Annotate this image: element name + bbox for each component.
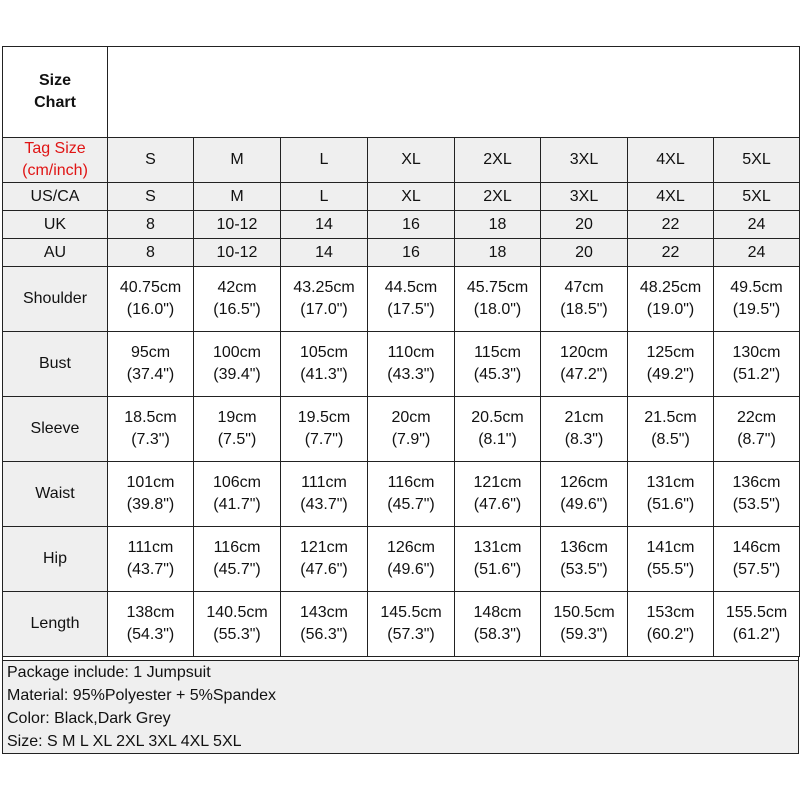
measurement-cm: 136cm (559, 539, 609, 556)
measurement-cm: 19.5cm (297, 409, 351, 426)
measurement-cell (368, 527, 455, 592)
measurement-cell (281, 462, 368, 527)
measurement-cell (714, 592, 800, 657)
region-cell: 22 (628, 239, 714, 267)
measurement-cell (281, 332, 368, 397)
measurement-cm: 120cm (559, 344, 609, 361)
measurement-cm: 116cm (213, 539, 261, 556)
tag-size-cell: M (194, 138, 281, 183)
measurement-cell (714, 332, 800, 397)
measurement-inch: (45.7") (213, 561, 261, 578)
region-cell: 22 (628, 211, 714, 239)
measurement-cell (108, 592, 194, 657)
measurement-inch: (51.6") (473, 561, 522, 578)
measurement-cell (281, 527, 368, 592)
measurement-cm: 106cm (212, 474, 262, 491)
measurement-inch: (56.3") (300, 626, 348, 643)
measurement-cell (194, 592, 281, 657)
measurement-row (3, 332, 800, 397)
region-label: UK (3, 211, 108, 239)
measurement-inch: (8.5") (651, 431, 690, 448)
measurement-inch: (43.3") (387, 366, 435, 383)
measurement-cm: 125cm (646, 344, 695, 361)
measurement-cm: 131cm (473, 539, 522, 556)
measurement-cell (541, 462, 628, 527)
measurement-cell (541, 332, 628, 397)
product-info-footer (2, 660, 799, 754)
measurement-cell (108, 527, 194, 592)
measurement-cm: 140.5cm (206, 604, 268, 621)
measurement-cell (281, 267, 368, 332)
measurement-cm: 111cm (301, 474, 347, 491)
tag-size-row (3, 138, 800, 183)
measurement-cell (541, 592, 628, 657)
measurement-inch: (54.3") (126, 626, 175, 643)
measurement-inch: (47.6") (300, 561, 348, 578)
measurement-cell (108, 462, 194, 527)
measurement-cell (628, 332, 714, 397)
measurement-cm: 111cm (127, 539, 174, 556)
measurement-cm: 49.5cm (730, 279, 783, 296)
measurement-cell (194, 527, 281, 592)
measurement-cm: 48.25cm (639, 279, 702, 296)
measurement-row (3, 267, 800, 332)
tag-size-label-line-1: Tag Size (24, 140, 86, 157)
tag-size-cell: L (281, 138, 368, 183)
measurement-inch: (51.6") (646, 496, 695, 513)
measurement-inch: (39.4") (213, 366, 261, 383)
region-label: US/CA (3, 183, 108, 211)
measurement-inch: (47.2") (560, 366, 608, 383)
measurement-inch: (45.7") (387, 496, 435, 513)
region-cell: XL (368, 183, 455, 211)
tag-size-label-line-2: (cm/inch) (22, 162, 88, 179)
measurement-cell (628, 462, 714, 527)
tag-size-cell: 3XL (541, 138, 628, 183)
region-cell: 2XL (455, 183, 541, 211)
measurement-cm: 146cm (732, 539, 781, 556)
measurement-inch: (43.7") (300, 496, 348, 513)
measurement-inch: (51.2") (732, 366, 781, 383)
region-cell: S (108, 183, 194, 211)
measurement-inch: (57.5") (732, 561, 781, 578)
measurement-cm: 42cm (217, 279, 257, 296)
measurement-cell (368, 397, 455, 462)
measurement-inch: (61.2") (732, 626, 781, 643)
measurement-cell (714, 462, 800, 527)
measurement-inch: (16.0") (126, 301, 175, 318)
title-line-1: Size (38, 72, 71, 89)
tag-size-cell: 4XL (628, 138, 714, 183)
measurement-label: Waist (3, 462, 108, 527)
measurement-label: Sleeve (3, 397, 108, 462)
measurement-cell (714, 397, 800, 462)
region-cell: 10-12 (194, 211, 281, 239)
measurement-cell (368, 592, 455, 657)
measurement-inch: (8.3") (564, 431, 604, 448)
measurement-inch: (43.7") (126, 561, 175, 578)
size-chart-title (3, 47, 108, 138)
measurement-label: Hip (3, 527, 108, 592)
measurement-cell (455, 332, 541, 397)
measurement-cm: 150.5cm (553, 604, 615, 621)
measurement-cm: 43.25cm (293, 279, 355, 296)
measurement-cell (628, 592, 714, 657)
tag-size-cell: 2XL (455, 138, 541, 183)
footer-size: Size: S M L XL 2XL 3XL 4XL 5XL (7, 733, 242, 750)
measurement-cell (628, 267, 714, 332)
region-cell: 20 (541, 239, 628, 267)
measurement-cm: 40.75cm (119, 279, 182, 296)
measurement-label: Bust (3, 332, 108, 397)
measurement-cm: 21.5cm (644, 409, 697, 426)
measurement-cm: 20.5cm (471, 409, 524, 426)
region-cell: 24 (714, 239, 800, 267)
measurement-banner (108, 47, 800, 138)
region-row (3, 211, 800, 239)
region-cell: 4XL (628, 183, 714, 211)
measurement-row (3, 592, 800, 657)
measurement-inch: (18.5") (560, 301, 608, 318)
measurement-cm: 116cm (387, 474, 435, 491)
measurement-label: Length (3, 592, 108, 657)
measurement-cell (714, 267, 800, 332)
measurement-row (3, 397, 800, 462)
region-cell: 5XL (714, 183, 800, 211)
region-cell: 18 (455, 239, 541, 267)
measurement-cm: 121cm (473, 474, 522, 491)
measurement-cm: 126cm (559, 474, 609, 491)
region-cell: 3XL (541, 183, 628, 211)
measurement-cm: 141cm (646, 539, 695, 556)
region-cell: 14 (281, 211, 368, 239)
measurement-cm: 136cm (732, 474, 781, 491)
measurement-cm: 47cm (564, 279, 604, 296)
region-cell: 16 (368, 239, 455, 267)
measurement-cell (455, 267, 541, 332)
measurement-cm: 100cm (212, 344, 262, 361)
measurement-cell (108, 397, 194, 462)
measurement-cell (194, 462, 281, 527)
measurement-cm: 126cm (386, 539, 436, 556)
measurement-cell (628, 527, 714, 592)
footer-color: Color: Black,Dark Grey (7, 710, 171, 727)
measurement-cm: 145.5cm (380, 604, 442, 621)
measurement-inch: (59.3") (560, 626, 608, 643)
region-cell: M (194, 183, 281, 211)
footer-material: Material: 95%Polyester + 5%Spandex (7, 687, 277, 704)
measurement-cell (368, 462, 455, 527)
measurement-cell (194, 332, 281, 397)
measurement-cell (541, 397, 628, 462)
measurement-cell (194, 267, 281, 332)
measurement-inch: (55.3") (213, 626, 261, 643)
measurement-inch: (41.3") (300, 366, 348, 383)
measurement-inch: (17.5") (387, 301, 435, 318)
measurement-inch: (45.3") (473, 366, 522, 383)
measurement-cell (368, 332, 455, 397)
region-cell: 8 (108, 239, 194, 267)
region-cell: 20 (541, 211, 628, 239)
region-cell: 10-12 (194, 239, 281, 267)
region-row (3, 183, 800, 211)
measurement-inch: (7.5") (217, 431, 257, 448)
measurement-cm: 19cm (217, 409, 257, 426)
measurement-inch: (49.6") (560, 496, 608, 513)
measurement-inch: (47.6") (473, 496, 522, 513)
measurement-cell (281, 397, 368, 462)
region-cell: 24 (714, 211, 800, 239)
measurement-inch: (58.3") (473, 626, 522, 643)
tag-size-cell: S (108, 138, 194, 183)
measurement-cm: 101cm (126, 474, 175, 491)
region-label: AU (3, 239, 108, 267)
measurement-inch: (19.5") (732, 301, 781, 318)
measurement-inch: (7.3") (131, 431, 170, 448)
tag-size-label (3, 138, 108, 183)
region-cell: 18 (455, 211, 541, 239)
measurement-row (3, 527, 800, 592)
measurement-inch: (53.5") (732, 496, 781, 513)
measurement-cell (281, 592, 368, 657)
measurement-cm: 20cm (391, 409, 431, 426)
measurement-cm: 105cm (299, 344, 349, 361)
measurement-cell (541, 267, 628, 332)
region-cell: 14 (281, 239, 368, 267)
measurement-cell (194, 397, 281, 462)
measurement-inch: (53.5") (560, 561, 608, 578)
measurement-inch: (8.7") (737, 431, 776, 448)
header-row (3, 47, 800, 138)
measurement-cm: 153cm (646, 604, 695, 621)
measurement-cell (714, 527, 800, 592)
measurement-cell (368, 267, 455, 332)
measurement-inch: (7.9") (391, 431, 431, 448)
measurement-inch: (18.0") (473, 301, 522, 318)
title-line-2: Chart (34, 94, 76, 111)
measurement-cell (455, 462, 541, 527)
measurement-cell (455, 527, 541, 592)
measurement-inch: (17.0") (300, 301, 348, 318)
measurement-cm: 18.5cm (124, 409, 177, 426)
size-chart-table (2, 46, 800, 657)
measurement-row (3, 462, 800, 527)
measurement-inch: (49.2") (646, 366, 695, 383)
measurement-cell (455, 397, 541, 462)
measurement-cm: 121cm (299, 539, 349, 556)
measurement-inch: (60.2") (646, 626, 695, 643)
measurement-cm: 21cm (564, 409, 604, 426)
region-cell: L (281, 183, 368, 211)
measurement-inch: (16.5") (213, 301, 261, 318)
measurement-inch: (7.7") (304, 431, 344, 448)
footer-package: Package include: 1 Jumpsuit (7, 664, 211, 681)
tag-size-cell: 5XL (714, 138, 800, 183)
measurement-inch: (39.8") (126, 496, 175, 513)
measurement-cm: 130cm (732, 344, 781, 361)
measurement-cm: 95cm (130, 344, 171, 361)
measurement-cm: 115cm (474, 344, 521, 361)
measurement-inch: (41.7") (213, 496, 261, 513)
measurement-cm: 44.5cm (384, 279, 438, 296)
measurement-cm: 138cm (126, 604, 175, 621)
region-cell: 8 (108, 211, 194, 239)
measurement-cm: 155.5cm (725, 604, 788, 621)
measurement-cm: 110cm (387, 344, 435, 361)
measurement-label: Shoulder (3, 267, 108, 332)
measurement-cell (628, 397, 714, 462)
measurement-inch: (57.3") (387, 626, 435, 643)
measurement-inch: (55.5") (646, 561, 695, 578)
measurement-cm: 131cm (646, 474, 695, 491)
measurement-cm: 143cm (299, 604, 349, 621)
measurement-inch: (19.0") (646, 301, 695, 318)
measurement-cm: 148cm (473, 604, 522, 621)
region-cell: 16 (368, 211, 455, 239)
tag-size-cell: XL (368, 138, 455, 183)
measurement-cm: 22cm (736, 409, 777, 426)
measurement-cell (108, 267, 194, 332)
measurement-cell (108, 332, 194, 397)
measurement-cell (541, 527, 628, 592)
measurement-inch: (8.1") (478, 431, 517, 448)
measurement-cell (455, 592, 541, 657)
measurement-cm: 45.75cm (466, 279, 529, 296)
region-row (3, 239, 800, 267)
measurement-inch: (37.4") (126, 366, 175, 383)
measurement-inch: (49.6") (387, 561, 435, 578)
